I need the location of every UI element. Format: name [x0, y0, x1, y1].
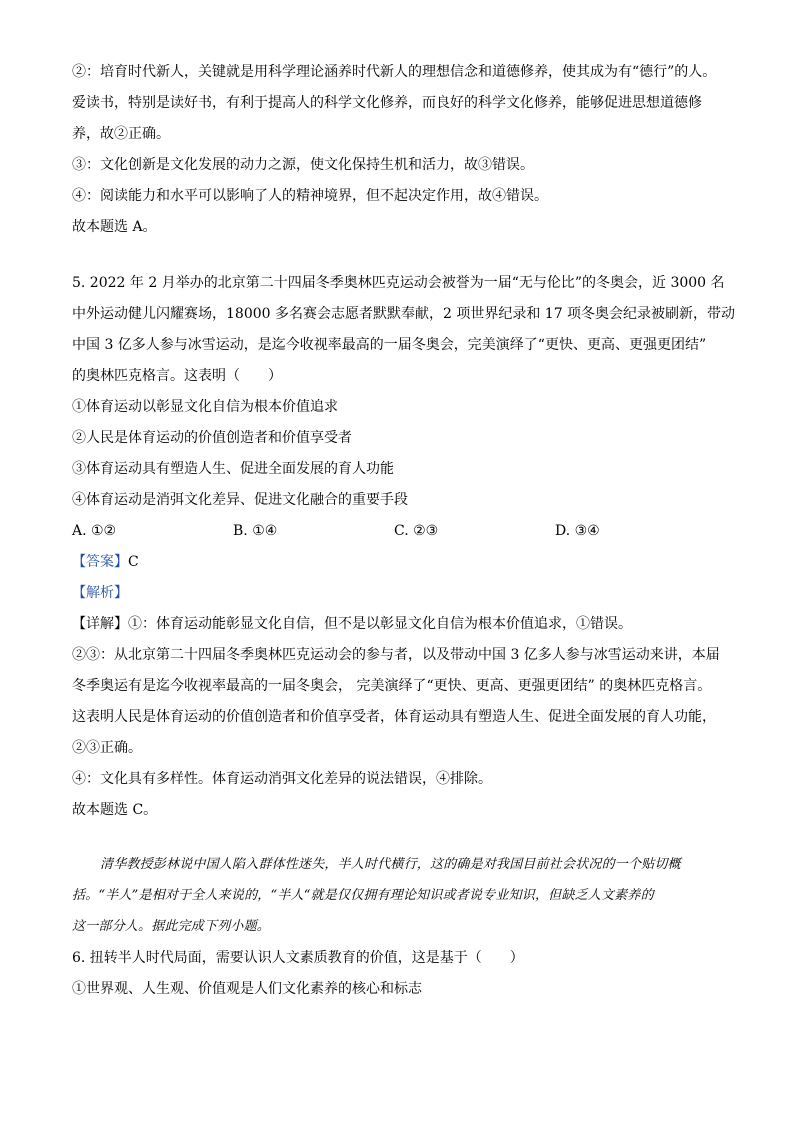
analysis-tag: 【解析】 [72, 585, 128, 601]
explanation-line: 这表明人民是体育运动的价值创造者和价值享受者，体育运动具有塑造人生、促进全面发展的育人功能， [72, 709, 716, 725]
explanation-line: ④：文化具有多样性。体育运动消弭文化差异的说法错误，④排除。 [72, 771, 492, 787]
question-stem-line: 中国 3 亿多人参与冰雪运动，是迄今收视率最高的一届冬奥会，完美演绎了“更快、更高、更强更团结” [72, 337, 707, 353]
statement-item: ①体育运动以彰显文化自信为根本价值追求 [72, 399, 338, 415]
option-d: D. ③④ [555, 523, 600, 539]
statement-item: ②人民是体育运动的价值创造者和价值享受者 [72, 430, 352, 446]
answer-options [72, 521, 724, 552]
detail-line [72, 614, 724, 645]
document-page [72, 62, 736, 1010]
material-line: 清华教授彭林说中国人陷入群体性迷失，半人时代横行，这的确是对我国目前社会状况的一个贴切概 [100, 857, 681, 872]
analysis-line: 养，故②正确。 [72, 126, 170, 142]
statement-item: ④体育运动是消弭文化差异、促进文化融合的重要手段 [72, 492, 408, 508]
question-stem-line: 中外运动健儿闪耀赛场，18000 多名赛会志愿者默默奉献，2 项世界纪录和 17 项冬奥会纪录被刷新，带动 [72, 306, 736, 322]
explanation-line: ②③：从北京第二十四届冬季奥林匹克运动会的参与者，以及带动中国 3 亿多人参与冰雪运动来讲，本届 [72, 647, 720, 663]
analysis-line: 爱读书，特别是读好书，有利于提高人的科学文化修养，而良好的科学文化修养，能够促进思想道德修 [72, 95, 702, 111]
analysis-line: ③：文化创新是文化发展的动力之源，使文化保持生机和活力，故③错误。 [72, 157, 534, 173]
analysis-line: ④：阅读能力和水平可以影响了人的精神境界，但不起决定作用，故④错误。 [72, 188, 548, 204]
conclusion-line: 故本题选 C。 [72, 802, 158, 818]
statement-item: ①世界观、人生观、价值观是人们文化素养的核心和标志 [72, 981, 422, 997]
question-stem-line: 的奥林匹克格言。这表明（ ） [72, 368, 282, 384]
option-b: B. ①④ [233, 523, 278, 539]
question-stem-line: 5. 2022 年 2 月举办的北京第二十四届冬季奥林匹克运动会被誉为一届“无与伦比”的冬奥会，近 3000 名 [72, 275, 725, 291]
material-line: 这一部分人。据此完成下列小题。 [72, 919, 271, 934]
explanation-line: ②③正确。 [72, 740, 142, 756]
reading-material [72, 855, 724, 948]
detail-tag: 【详解】 [72, 616, 128, 632]
material-line: 括。“半人”是相对于全人来说的，“半人“就是仅仅拥有理论知识或者说专业知识，但缺乏人文素养的 [72, 888, 654, 903]
statement-item: ③体育运动具有塑造人生、促进全面发展的育人功能 [72, 461, 394, 477]
spacer [72, 248, 724, 273]
option-c: C. ②③ [394, 523, 439, 539]
detail-text: ①：体育运动能彰显文化自信，但不是以彰显文化自信为根本价值追求，①错误。 [128, 616, 632, 632]
explanation-line: 冬季奥运有是迄今收视率最高的一届冬奥会， 完美演绎了“更快、更高、更强更团结” 的奥林匹克格言。 [72, 678, 712, 694]
analysis-heading [72, 583, 724, 614]
answer-line [72, 552, 724, 583]
analysis-line: ②：培育时代新人，关键就是用科学理论涵养时代新人的理想信念和道德修养，使其成为有“德行”的人。 [72, 64, 717, 80]
question-6 [72, 948, 724, 1010]
question-5 [72, 273, 736, 831]
option-a: A. ①② [72, 523, 117, 539]
answer-value: C [128, 554, 139, 570]
answer-tag: 【答案】 [72, 554, 128, 570]
spacer [72, 831, 724, 855]
analysis-continuation [72, 62, 724, 248]
conclusion-line: 故本题选 A。 [72, 219, 157, 235]
question-stem-line: 6. 扭转半人时代局面，需要认识人文素质教育的价值，这是基于（ ） [72, 950, 524, 966]
